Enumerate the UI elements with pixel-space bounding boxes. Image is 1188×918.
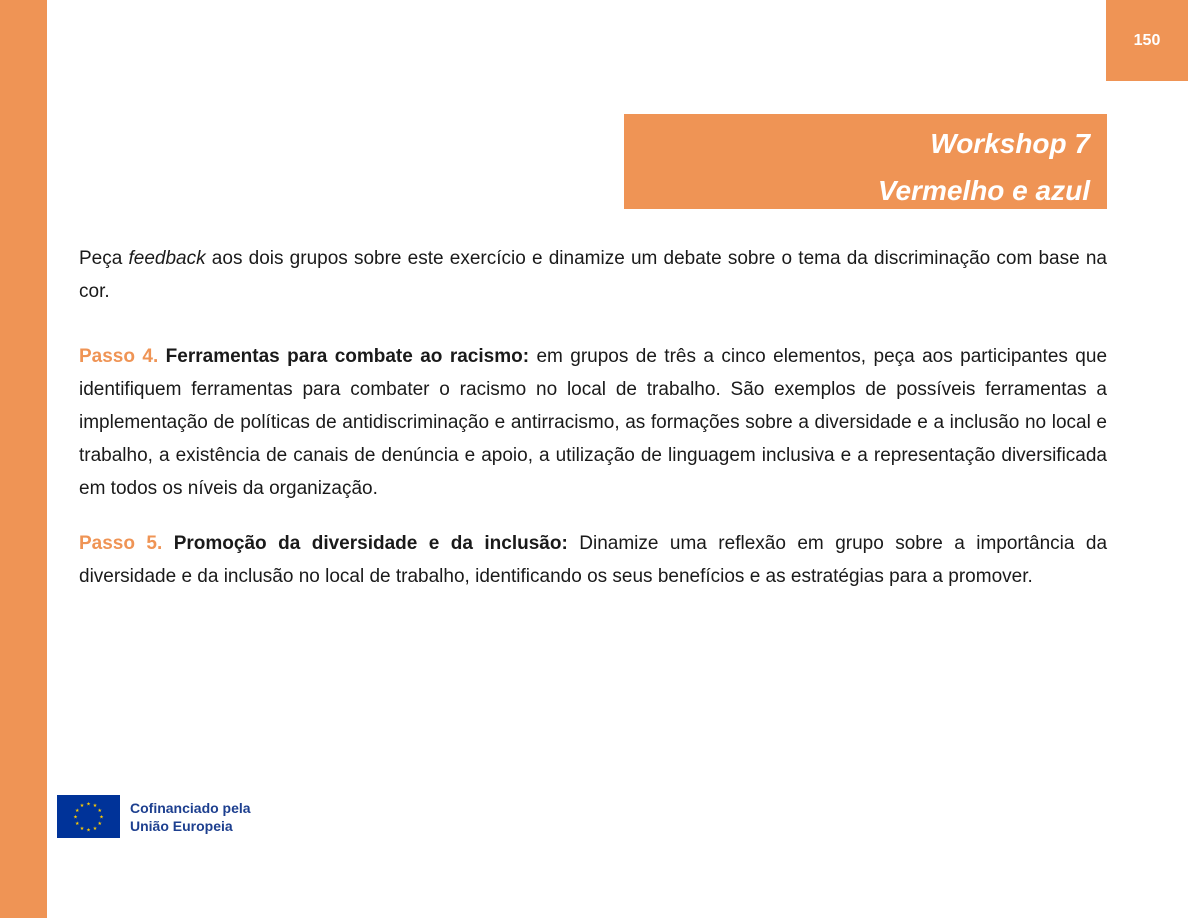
step-4-title: Ferramentas para combate ao racismo: [165,346,530,367]
intro-text-start: Peça [79,248,129,269]
svg-text:★: ★ [79,825,85,832]
intro-paragraph [79,242,1107,308]
eu-text-line-2: União Europeia [130,817,233,834]
workshop-subtitle: Vermelho e azul [877,175,1090,206]
svg-text:★: ★ [79,803,85,810]
step-4-text: em grupos de três a cinco elementos, peça aos participantes que identifiquem ferramentas para combater o racismo no local de trabalho. São exemplos de possíveis ferramentas a implementação de políticas de antidiscriminação e antirracismo, as formações sobre a diversidade e a inclusão no local e trabalho, a existência de canais de denúncia e apoio, a utilização de linguagem inclusiva e a representação diversificada em todos os níveis da organização. [79,346,1108,499]
svg-text:★: ★ [74,821,80,827]
page-number: 150 [1106,0,1188,81]
body-text [79,242,1107,593]
eu-flag-icon [57,795,120,838]
step-5-title: Promoção da diversidade e da inclusão: [173,533,568,554]
intro-text-end: aos dois grupos sobre este exercício e dinamize um debate sobre o tema da discriminação com base na cor. [79,248,1107,302]
step-5-text: Dinamize uma reflexão em grupo sobre a importância da diversidade e da inclusão no local de trabalho, identificando os seus benefícios e as estratégias para a promover. [79,533,1108,587]
eu-cofunding-logo [57,795,251,838]
svg-text:★: ★ [99,814,104,821]
eu-cofunding-text [130,799,251,835]
left-accent-bar [0,0,47,918]
svg-text:★: ★ [86,827,91,834]
step-5-paragraph [79,527,1107,593]
svg-text:★: ★ [92,803,98,810]
step-4-paragraph [79,340,1107,505]
svg-text:★: ★ [97,808,103,814]
intro-italic-term: feedback [128,248,206,269]
workshop-title-box [624,114,1107,209]
svg-text:★: ★ [73,814,78,821]
svg-text:★: ★ [97,821,103,827]
svg-text:★: ★ [74,808,80,814]
step-5-label: Passo 5. [79,533,163,554]
eu-text-line-1: Cofinanciado pela [130,799,251,816]
svg-text:★: ★ [86,801,91,808]
svg-text:★: ★ [92,825,98,832]
workshop-title: Workshop 7 [930,128,1090,159]
step-4-label: Passo 4. [79,346,159,367]
